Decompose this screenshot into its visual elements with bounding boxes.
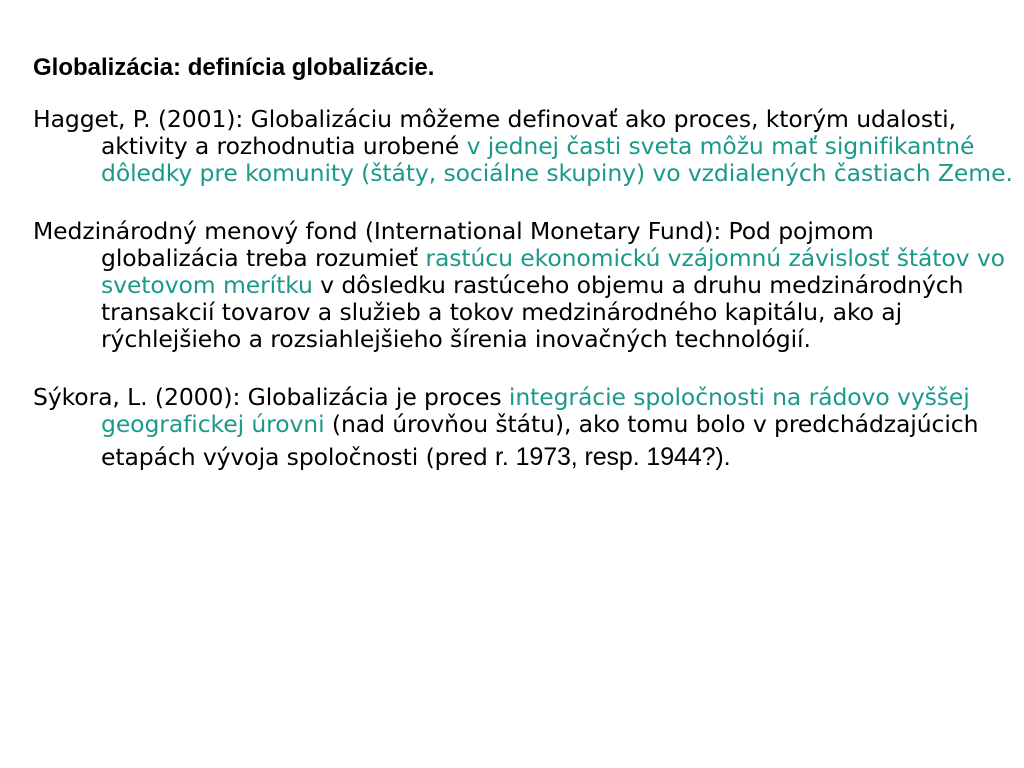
definition-text: Hagget, P. (2001): Globalizáciu môžeme definovať ako proces, ktorým udalosti, aktivity a rozhodnutia urobené xyxy=(33,105,956,160)
definition-hagget xyxy=(33,106,1013,187)
definition-text: Sýkora, L. (2000): Globalizácia je proces xyxy=(33,383,509,411)
highlighted-phrase: rastúcu ekonomickú vzájomnú závislosť štátov vo svetovom merítku xyxy=(101,244,1005,299)
highlighted-phrase: integrácie spoločnosti na rádovo vyššej geografickej úrovni xyxy=(101,383,970,438)
slide-content xyxy=(33,52,1013,508)
slide-title: Globalizácia: definícia globalizácie. xyxy=(33,54,435,81)
definition-text-tail: r. 1973, resp. 1944?). xyxy=(495,443,731,471)
definition-text: (nad úrovňou štátu), ako tomu bolo v predchádzajúcich etapách vývoja spoločnosti (pred xyxy=(101,410,979,471)
definition-text: . xyxy=(1005,159,1013,187)
definition-imf xyxy=(33,218,1013,353)
definition-sykora xyxy=(33,384,1013,477)
highlighted-phrase: v jednej časti sveta môžu mať signifikantné dôledky pre komunity (štáty, sociálne skupiny) vo vzdialených častiach Zeme xyxy=(101,132,1006,187)
definition-text: Medzinárodný menový fond (International Monetary Fund): Pod pojmom globalizácia treba rozumieť xyxy=(33,217,874,272)
definition-text: v dôsledku rastúceho objemu a druhu medzinárodných transakcií tovarov a služieb a tokov medzinárodného kapitálu, ako aj rýchlejšieho a rozsiahlejšieho šírenia inovačných technológií. xyxy=(101,271,964,353)
